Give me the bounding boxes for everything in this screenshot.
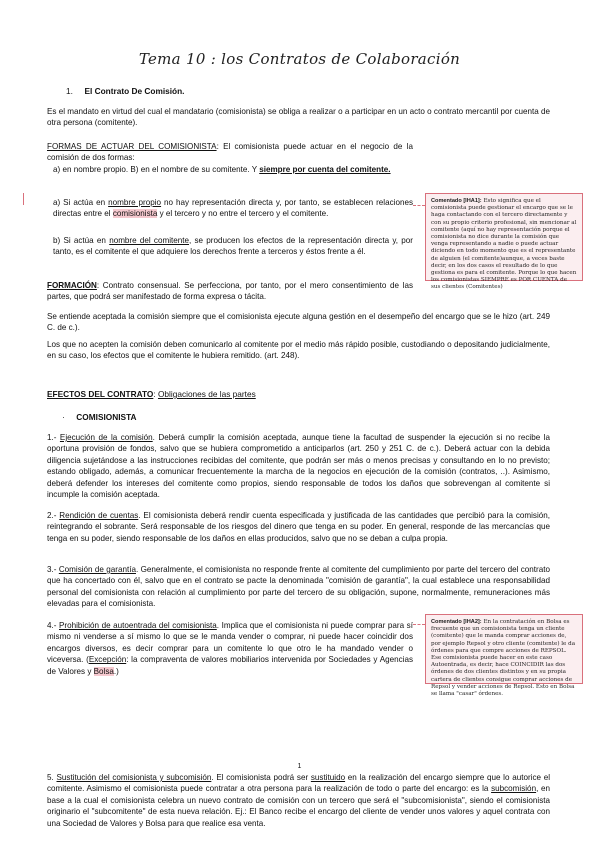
comment-1-label: Comentado [IHA1]: (431, 198, 482, 204)
obligation-3-num: 3.- (47, 565, 59, 574)
comment-2-label: Comentado [IHA2]: (431, 619, 482, 625)
obligation-3 (47, 564, 550, 610)
section-number: 1. (66, 86, 73, 96)
comment-2-text: En la contratación en Bolsa es frecuente que un comisionista tenga un cliente (comitente) que le manda comprar acciones de, por ejemplo Repsol y otro cliente (comitente) le da órdenes para que compre acciones de REPSOL. Ese comisionista puede hacer en este caso Autoentrada, es decir, hace COINCIDIR las dos órdenes de dos clientes distintos y en su propia cartera de clientes consigue comprar acciones de Repsol y vender acciones de Repsol. Esto en Bolsa se llama "casar" órdenes. (431, 619, 576, 698)
comisionista-heading (62, 412, 262, 423)
comment-balloon-2[interactable] (425, 614, 583, 698)
comment-1-text: Esto significa que el comisionista puede gestionar el encargo que se le haga contactando con el tercero directamente y con su propio criterio profesional, sin mencionar al comitente (aquí no hay representación porque el comisionista no dice durante la comisión que venga representando a nadie o puede actuar diciendo en todo momento que es el representante de alguien (el comitente)aunque, a veces baste decir, en los dos casos el resultado de lo que gestiona es para el comitente. Porque lo que hacen los comisionistas SIEMPRE es POR CUENTA de sus clientes (Comitentes) (431, 198, 577, 291)
obligation-1-title: Ejecución de la comisión (59, 433, 153, 442)
obligation-5-sustituido: sustituido (310, 773, 346, 782)
obligation-4 (47, 620, 413, 677)
comisionista-label: COMISIONISTA (76, 412, 137, 422)
obligation-3-text: . Generalmente, el comisionista no responde frente al comitente del cumplimiento por parte del tercero del contrato que ha concertado con él, salvo que en el contrato se pacte la denominada "comisión de garantía", la cual establece una responsabilidad personal del comisionista con relación al cumplimiento por parte del tercero de su obligación, supone, normalmente, remuneraciones más elevadas para el comisionista. (47, 565, 550, 609)
formas-line-a2: siempre por cuenta del comitente. (259, 164, 391, 174)
efectos-heading-2: Obligaciones de las partes (157, 389, 256, 399)
noacepten-paragraph: Los que no acepten la comisión deben comunicarlo al comitente por el medio más rápido posible, custodiando o depositando judicialmente, en su caso, los efectos que el comitente le hubiera remitido. (art. 248). (47, 340, 550, 361)
section-title: El Contrato De Comisión. (84, 86, 185, 96)
obligation-1-num: 1.- (47, 433, 60, 442)
option-a-paragraph (53, 197, 413, 220)
formas-paragraph (47, 141, 413, 175)
obligation-5-text: . El comisionista podrá ser (211, 773, 311, 782)
obligation-5 (47, 772, 550, 829)
option-a-underline: nombre propio (108, 198, 162, 207)
obligation-4-num: 4.- (47, 621, 59, 630)
option-a-text-2: no hay representación directa y, por tanto, se establecen relaciones directas entre el (53, 198, 413, 219)
option-b-underline: nombre del comitente (109, 236, 190, 245)
obligation-5-text-2: en la realización del encargo siempre que lo autorice el comitente. Asimismo el comisionista puede contratar a otra persona para la realización de todo o parte del encargo: es la (47, 773, 551, 794)
bullet-icon: · (62, 412, 65, 422)
formacion-paragraph (47, 280, 413, 303)
text-cursor (23, 193, 24, 205)
option-b-text-1: b) Si actúa en (53, 236, 110, 245)
page-number: 1 (297, 763, 302, 770)
obligation-1-text: . Deberá cumplir la comisión aceptada, aunque tiene la facultad de suspender la ejecución si no recibe la oportuna provisión de fondos, salvo que se hubiera comprometido a anticiparlos (art. 250 y 251 C. de c.). Deberá actuar con la debida diligencia sujetándose a las instrucciones recibidas del comitente, que podrán ser más o menos precisas y consultando en lo no previsto; estando obligado, además, a comunicar frecuentemente la marcha de la negocios en ejecución de la comisión (contratos, ..). Asimismo, deberá defender los intereses del comitente como propios, siendo responsable de todos los daños que sobrevengan al comitente si incumple la comisión aceptada. (47, 433, 550, 500)
highlight-bolsa[interactable]: Bolsa (93, 666, 114, 676)
obligation-4-text-3: .) (113, 666, 119, 676)
option-a-text-3: y el tercero y no entre el tercero y el comitente. (157, 209, 329, 219)
obligation-4-text: . Implica que el comisionista ni puede comprar para sí mismo ni venderse a sí mismo lo que se le manda vender o comprar, ni puede hacer coincidir dos encargos diversos, es decir comprar para un comitente lo que otro le ha mandado vender o viceversa. ( (47, 621, 413, 665)
obligation-5-subcomision: subcomisión (491, 784, 537, 794)
efectos-heading (47, 389, 447, 400)
comment-connector-2 (413, 624, 425, 625)
obligation-1 (47, 432, 550, 500)
page-title: Tema 10 : los Contratos de Colaboración (138, 50, 461, 68)
formacion-text: : Contrato consensual. Se perfecciona, por tanto, por el mero consentimiento de las partes, que podrá ser manifestado de forma expresa o tácita. (47, 281, 413, 302)
obligation-5-num: 5. (47, 773, 54, 782)
highlight-comisionista[interactable]: comisionista (112, 209, 158, 219)
obligation-5-text-3: , en base a la cual el comisionista celebra un nuevo contrato de comisión con un tercero que será el "subcomisionista", siendo el comisionista originario el "subcomitente" de esta nueva relación. Ej.: El Banco recibe el encargo del cliente de vender unos valores y aquel contrata con una Sociedad de Valores y Bolsa para que realice esa venta. (47, 784, 550, 828)
obligation-2 (47, 510, 550, 544)
efectos-heading-1: EFECTOS DEL CONTRATO (47, 389, 154, 399)
formas-heading: FORMAS DE ACTUAR DEL COMISIONISTA (47, 142, 217, 151)
intro-paragraph: Es el mandato en virtud del cual el mandatario (comisionista) se obliga a realizar o a participar en un acto o contrato mercantil por cuenta de otra persona (comitente). (47, 107, 550, 128)
option-b-paragraph (53, 235, 413, 258)
obligation-4-text-2: : la compraventa de valores mobiliarios intervenida por Sociedades y Agencias de Valores y (47, 655, 413, 676)
section-heading (66, 86, 366, 97)
comment-connector-1 (413, 205, 425, 206)
option-a-text-1: a) Si actúa en (53, 198, 109, 207)
obligation-4-title: Prohibición de autoentrada del comisionista (59, 621, 217, 630)
efectos-sep: : (153, 389, 158, 399)
formas-line-a1: a) en nombre propio. B) en el nombre de su comitente. Y (53, 164, 260, 174)
obligation-2-text: . El comisionista deberá rendir cuenta especificada y justificada de las cantidades que percibió para la comisión, reintegrando el sobrante. Será responsable de los riesgos del dinero que tenga en su poder. En general, responde de las mercancías que tenga en su poder, siendo responsable de los daños en ellas producidos, salvo que no se deban a culpa propia. (47, 511, 551, 543)
formacion-label: FORMACIÓN (47, 281, 97, 290)
aceptada-paragraph: Se entiende aceptada la comisión siempre que el comisionista ejecute alguna gestión en el desempeño del encargo que se le hizo (art. 249 C. de c.). (47, 312, 550, 333)
comment-balloon-1[interactable] (425, 193, 583, 291)
obligation-2-title: Rendición de cuentas (59, 511, 139, 520)
formas-text: : El comisionista puede actuar en el negocio de la comisión de dos formas: (47, 142, 413, 163)
obligation-2-num: 2.- (47, 511, 60, 520)
option-b-text-2: , se producen los efectos de la representación directa y, por tanto, es el comitente el que adquiere los derechos frente a terceros y éstos frente a él. (53, 236, 413, 257)
obligation-3-title: Comisión de garantía (58, 565, 136, 574)
obligation-4-exception: Excepción (88, 655, 127, 665)
obligation-5-title: Sustitución del comisionista y subcomisión (56, 773, 212, 782)
